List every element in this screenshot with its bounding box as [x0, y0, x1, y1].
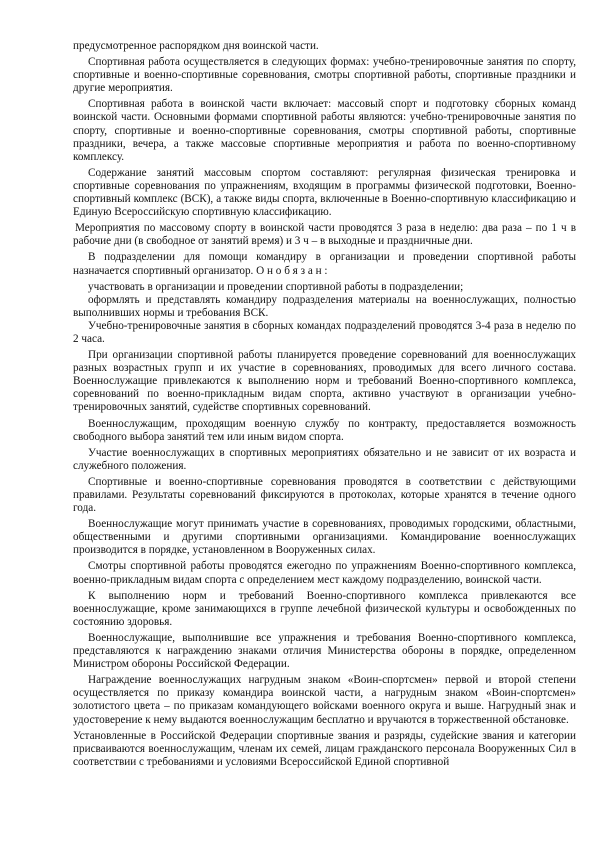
duties-list — [73, 281, 576, 320]
paragraph: предусмотренное распорядком дня воинской части. — [73, 40, 319, 52]
paragraph: Установленные в Российской Федерации спортивные звания и разряды, судейские звания и категории присваиваются военнослужащим, членам их семей, лицам гражданского персонала Вооруженных Сил в соответствии с требованиями и условиями Всероссийской Единой спортивной — [73, 729, 576, 768]
paragraph: Военнослужащие, выполнившие все упражнения и требования Военно-спортивного комплекса, представляются к награждению знаками отличия Министерства обороны в порядке, определенном Министром обороны Российской Федерации. — [73, 631, 576, 671]
paragraph: Содержание занятий массовым спортом составляют: регулярная физическая тренировка и спортивные соревнования по упражнениям, входящим в программы физической подготовки, Военно-спортивный комплекс (ВСК), а также виды спорта, включенные в Военно-спортивную классификацию и Единую Всероссийскую спортивную классификацию. — [73, 166, 576, 219]
paragraph: Участие военнослужащих в спортивных мероприятиях обязательно и не зависит от их возраста и служебного положения. — [73, 446, 576, 472]
paragraph: Награждение военнослужащих нагрудным знаком «Воин-спортсмен» первой и второй степени осуществляется по приказу командира воинской части, а нагрудным знаком «Воин-спортсмен» золотистого цвета – по приказам командующего войсками военного округа и выше. Нагрудный знак и удостоверение к нему выдаются военнослужащим бесплатно и вручаются в торжественной обстановке. — [73, 674, 576, 726]
paragraph: В подразделении для помощи командиру в организации и проведении спортивной работы назначается спортивный организатор. О н о б я з а н : — [73, 251, 576, 277]
paragraph: К выполнению норм и требований Военно-спортивного комплекса привлекаются все военнослужащие, кроме занимающихся в группе лечебной физической культуры и освобожденных по состоянию здоровья. — [73, 589, 576, 628]
paragraph: Мероприятия по массовому спорту в воинской части проводятся 3 раза в неделю: два раза – по 1 ч в рабочие дни (в свободное от занятий время) и 3 ч – в выходные и праздничные дни. — [73, 222, 576, 248]
paragraph: Учебно-тренировочные занятия в сборных командах подразделений проводятся 3-4 раза в неделю по 2 часа. — [73, 319, 576, 345]
duty-item: участвовать в организации и проведении спортивной работы в подразделении; — [88, 280, 464, 293]
paragraph: Спортивная работа осуществляется в следующих формах: учебно-тренировочные занятия по спорту, спортивные и военно-спортивные соревнования, смотры спортивной работы, спортивные праздники и другие мероприятия. — [73, 56, 576, 95]
paragraph: Военнослужащим, проходящим военную службу по контракту, предоставляется возможность свободного выбора занятий тем или иным видом спорта. — [73, 417, 576, 443]
paragraph: Военнослужащие могут принимать участие в соревнованиях, проводимых городскими, областными, общественными и другими спортивными организациями. Командирование военнослужащих производится в порядке, установленном в Вооруженных силах. — [73, 518, 576, 557]
paragraph: Смотры спортивной работы проводятся ежегодно по упражнениям Военно-спортивного комплекса, военно-прикладным видам спорта с определением мест каждому подразделению, воинской части. — [73, 560, 576, 586]
duty-item: оформлять и представлять командиру подразделения материалы на военнослужащих, полностью выполнивших нормы и требования ВСК. — [73, 293, 576, 319]
paragraph: При организации спортивной работы планируется проведение соревнований для военнослужащих разных возрастных групп и их участие в соревнованиях, проводимых для всего личного состава. Военнослужащие привлекаются к выполнению норм и требований Военно-спортивного комплекса, соревнований по военно-прикладным видам спорта, активно участвуют в организации учебно-тренировочных занятий, судействе спортивных соревнований. — [73, 349, 576, 414]
paragraph: Спортивные и военно-спортивные соревнования проводятся в соответствии с действующими правилами. Результаты соревнований фиксируются в протоколах, которые хранятся в течение одного года. — [73, 475, 576, 515]
paragraph: Спортивная работа в воинской части включает: массовый спорт и подготовку сборных команд воинской части. Основными формами спортивной работы являются: учебно-тренировочные занятия по спорту, спортивные и военно-спортивные соревнования, смотры спортивной работы, спортивные праздники, вечера, а также массовые спортивные мероприятия и работа по военно-спортивному комплексу. — [73, 98, 576, 163]
